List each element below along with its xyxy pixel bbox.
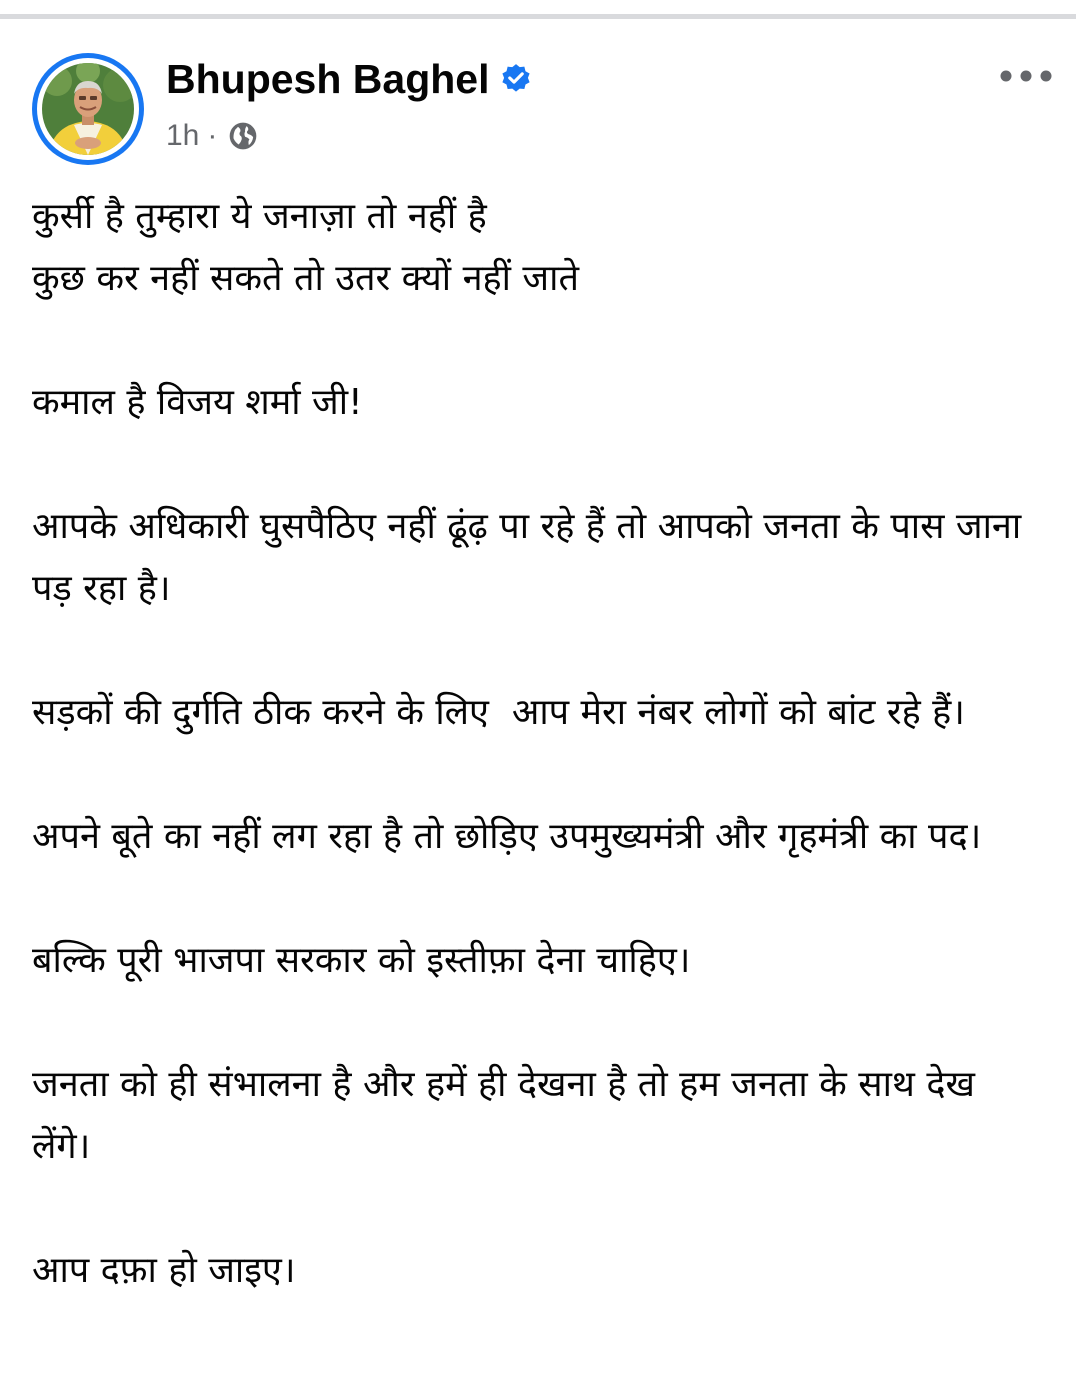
post-meta: [166, 114, 259, 158]
avatar-image: [42, 63, 134, 155]
post-text: [32, 186, 1042, 1364]
post-paragraph: जनता को ही संभालना है और हमें ही देखना है तो हम जनता के साथ देख लेंगे।: [32, 1064, 987, 1167]
post-paragraph: आप दफ़ा हो जाइए।: [32, 1250, 296, 1291]
post-paragraph: अपने बूते का नहीं लग रहा है तो छोड़िए उपमुख्यमंत्री और गृहमंत्री का पद।: [32, 816, 982, 857]
globe-icon[interactable]: [227, 120, 259, 152]
more-options-icon[interactable]: [996, 60, 1056, 92]
avatar-photo: [42, 63, 134, 155]
post-paragraph: आपके अधिकारी घुसपैठिए नहीं ढूंढ़ पा रहे हैं तो आपको जनता के पास जाना पड़ रहा है।: [32, 506, 1033, 609]
post-paragraph: कुर्सी है तुम्हारा ये जनाज़ा तो नहीं है कुछ कर नहीं सकते तो उतर क्यों नहीं जाते: [32, 196, 579, 299]
post-paragraph: बल्कि पूरी भाजपा सरकार को इस्तीफ़ा देना चाहिए।: [32, 940, 691, 981]
post-paragraph: सड़कों की दुर्गति ठीक करने के लिए आप मेरा नंबर लोगों को बांट रहे हैं।: [32, 692, 965, 733]
verified-badge-icon: [499, 62, 533, 96]
avatar-frame: [37, 58, 139, 160]
author-avatar[interactable]: [32, 53, 144, 165]
post-timestamp[interactable]: 1h: [166, 119, 200, 152]
meta-separator: ·: [207, 119, 218, 152]
post-paragraph: कमाल है विजय शर्मा जी!: [32, 382, 363, 423]
top-divider: [0, 14, 1076, 19]
author-name[interactable]: Bhupesh Baghel: [166, 56, 490, 102]
